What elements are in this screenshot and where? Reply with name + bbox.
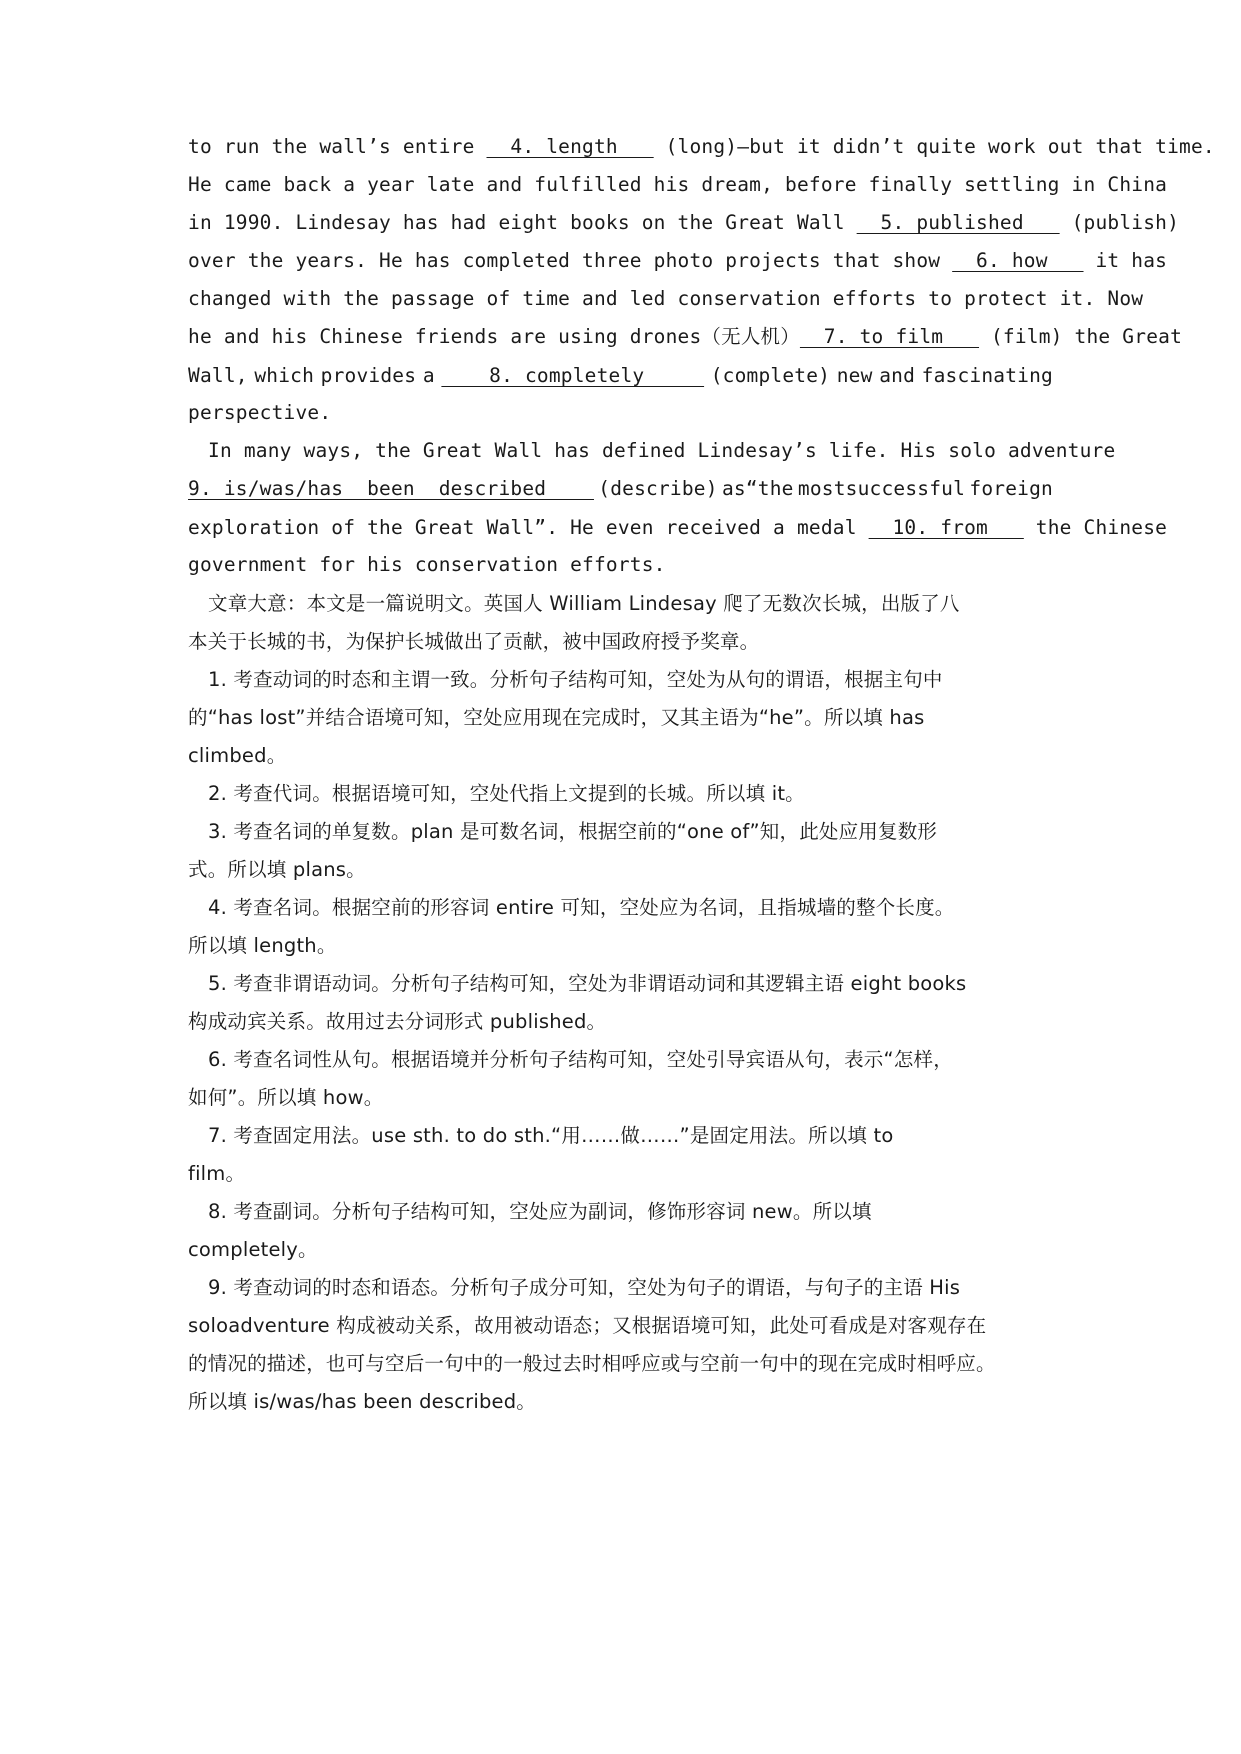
note-6-line-1: 6. 考查名词性从句。根据语境并分析句子结构可知，空处引导宾语从句，表示“怎样，	[208, 1048, 953, 1071]
note-3-line-1: 3. 考查名词的单复数。plan 是可数名词，根据空前的“one of”知，此处应用复数形	[208, 820, 938, 843]
note-4-line-2: 所以填 length。	[188, 934, 337, 957]
passage-line-9: In many ways, the Great Wall has defined Lindesay’s life. His solo adventure	[208, 439, 1116, 462]
note-9-line-3: 的情况的描述，也可与空后一句中的一般过去时相呼应或与空前一句中的现在完成时相呼应。	[188, 1352, 996, 1375]
note-9-line-1: 9. 考查动词的时态和语态。分析句子成分可知，空处为句子的谓语，与句子的主语 His	[208, 1276, 961, 1299]
note-2-line-1: 2. 考查代词。根据语境可知，空处代指上文提到的长城。所以填 it。	[208, 782, 805, 805]
note-8-line-2: completely。	[188, 1238, 318, 1261]
note-9-line-4: 所以填 is/was/has been described。	[188, 1390, 537, 1413]
note-7-line-2: film。	[188, 1162, 246, 1185]
passage-line-12: government for his conservation efforts.	[188, 553, 666, 576]
passage-line-10: 9. is/was/has been described (describe) as“the mostsuccessful foreign	[188, 472, 1053, 506]
summary-line-2: 本关于长城的书，为保护长城做出了贡献，被中国政府授予奖章。	[188, 630, 760, 653]
note-1-line-2: 的“has lost”并结合语境可知，空处应用现在完成时，又其主语为“he”。所以填 has	[188, 706, 925, 729]
answer-blank-4: 4. length	[486, 135, 654, 158]
note-7-line-1: 7. 考查固定用法。use sth. to do sth.“用……做……”是固定用法。所以填 to	[208, 1124, 894, 1147]
summary-line-1: 文章大意：本文是一篇说明文。英国人 William Lindesay 爬了无数次长城，出版了八	[208, 592, 960, 615]
passage-line-2: He came back a year late and fulfilled his dream, before finally settling in China	[188, 173, 1168, 196]
passage-line-5: changed with the passage of time and led conservation efforts to protect it. Now	[188, 287, 1144, 310]
passage-line-8: perspective.	[188, 401, 332, 424]
passage-line-11: exploration of the Great Wall”. He even received a medal 10. from the Chinese	[188, 516, 1168, 539]
answer-blank-6: 6. how	[952, 249, 1084, 272]
note-1-line-1: 1. 考查动词的时态和主谓一致。分析句子结构可知，空处为从句的谓语，根据主句中	[208, 668, 943, 691]
note-4-line-1: 4. 考查名词。根据空前的形容词 entire 可知，空处应为名词，且指城墙的整个长度。	[208, 896, 955, 919]
note-5-line-1: 5. 考查非谓语动词。分析句子结构可知，空处为非谓语动词和其逻辑主语 eight books	[208, 972, 967, 995]
answer-blank-7: 7. to film	[799, 325, 980, 348]
note-5-line-2: 构成动宾关系。故用过去分词形式 published。	[188, 1010, 607, 1033]
passage-line-4: over the years. He has completed three photo projects that show 6. how it has	[188, 249, 1168, 272]
answer-blank-5: 5. published	[856, 211, 1060, 234]
passage-line-7: Wall, which provides a 8. completely (complete) new and fascinating	[188, 359, 1053, 393]
passage-line-1: to run the wall’s entire 4. length (long)—but it didn’t quite work out that time.	[188, 135, 1215, 158]
answer-blank-8: 8. completely	[441, 364, 705, 387]
note-3-line-2: 式。所以填 plans。	[188, 858, 366, 881]
passage-line-6: he and his Chinese friends are using drones（无人机） 7. to film (film) the Great	[188, 325, 1183, 348]
answer-blank-9: 9. is/was/has been described	[188, 477, 594, 500]
note-8-line-1: 8. 考查副词。分析句子结构可知，空处应为副词，修饰形容词 new。所以填	[208, 1200, 872, 1223]
answer-blank-10: 10. from	[868, 516, 1024, 539]
note-6-line-2: 如何”。所以填 how。	[188, 1086, 384, 1109]
passage-line-3: in 1990. Lindesay has had eight books on the Great Wall 5. published (publish)	[188, 211, 1180, 234]
note-1-line-3: climbed。	[188, 744, 287, 767]
note-9-line-2: soloadventure 构成被动关系，故用被动语态；又根据语境可知，此处可看成是对客观存在	[188, 1314, 987, 1337]
